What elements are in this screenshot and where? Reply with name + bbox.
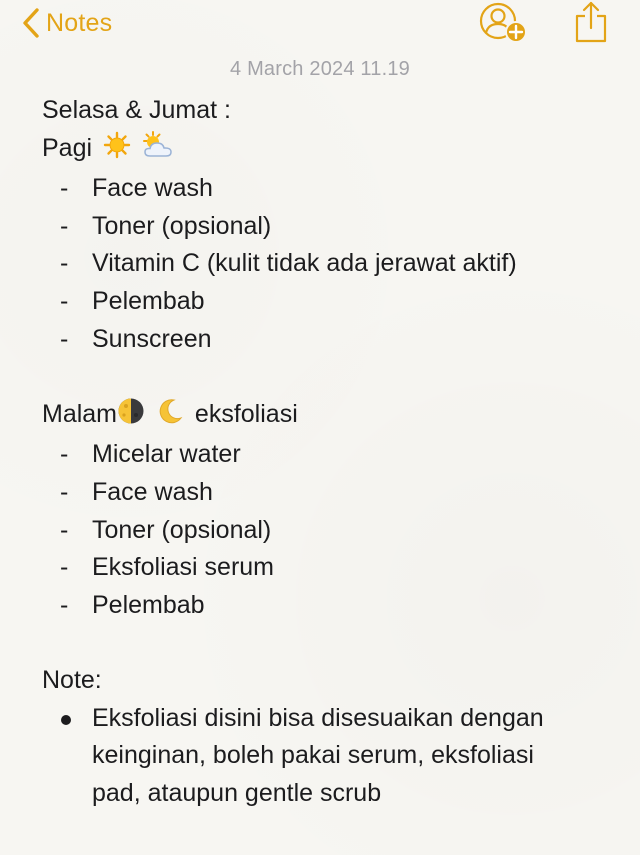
list-item: - Micelar water	[42, 436, 622, 474]
bullet-dot	[61, 715, 71, 725]
sun-behind-cloud-emoji	[142, 131, 174, 171]
back-button[interactable]	[22, 4, 112, 42]
person-plus-icon	[478, 31, 530, 48]
note-bullet-item: Eksfoliasi disini bisa disesuaikan dengan keinginan, boleh pakai serum, eksfoliasi pad, ataupun gentle scrub	[42, 700, 632, 813]
sun-emoji	[103, 131, 131, 171]
dash-bullet: -	[60, 324, 69, 353]
night-suffix: eksfoliasi	[194, 399, 298, 428]
list-item: - Face wash	[42, 474, 622, 512]
dash-bullet: -	[60, 440, 69, 469]
dash-bullet: -	[60, 174, 69, 203]
add-person-button[interactable]	[478, 2, 530, 44]
share-icon	[574, 31, 608, 48]
night-label: Malam	[42, 399, 118, 428]
night-heading	[42, 396, 622, 437]
navigation-bar	[0, 0, 640, 48]
list-item: - Eksfoliasi serum	[42, 549, 622, 587]
blank-line	[42, 624, 622, 662]
half-moon-emoji	[117, 397, 145, 437]
morning-heading	[42, 130, 622, 171]
dash-bullet: -	[60, 590, 69, 619]
back-label: Notes	[46, 8, 113, 37]
dash-bullet: -	[60, 477, 69, 506]
dash-bullet: -	[60, 515, 69, 544]
list-item: - Face wash	[42, 170, 622, 208]
note-editor[interactable]	[42, 92, 622, 812]
dash-bullet: -	[60, 211, 69, 240]
share-button[interactable]	[574, 0, 608, 44]
list-item: - Toner (opsional)	[42, 512, 622, 550]
dash-bullet: -	[60, 286, 69, 315]
list-item: - Sunscreen	[42, 321, 622, 359]
morning-label: Pagi	[42, 133, 93, 162]
note-heading: Selasa & Jumat :	[42, 96, 231, 124]
crescent-moon-emoji	[156, 397, 184, 437]
list-item: - Vitamin C (kulit tidak ada jerawat aktif)	[42, 245, 622, 283]
list-item: - Pelembab	[42, 587, 622, 625]
dash-bullet: -	[60, 553, 69, 582]
chevron-left-icon	[22, 7, 40, 39]
note-label: Note:	[42, 665, 102, 694]
list-item: - Pelembab	[42, 283, 622, 321]
dash-bullet: -	[60, 249, 69, 278]
note-timestamp: 4 March 2024 11.19	[229, 58, 411, 80]
blank-line	[42, 358, 622, 396]
list-item: - Toner (opsional)	[42, 208, 622, 246]
